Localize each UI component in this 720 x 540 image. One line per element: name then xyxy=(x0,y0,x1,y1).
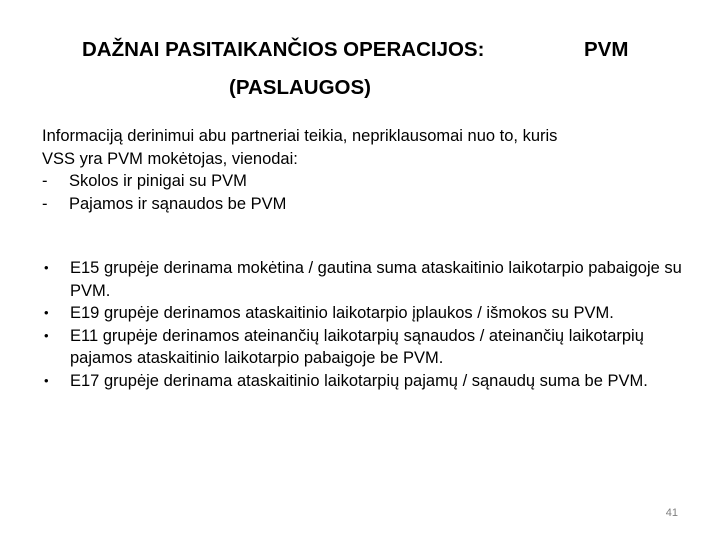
bullet-text: E15 grupėje derinama mokėtina / gautina suma ataskaitinio laikotarpio pabaigoje su PVM. xyxy=(70,259,682,300)
page-number: 41 xyxy=(665,507,678,519)
bullet-mark: • xyxy=(44,305,49,320)
intro-line-2: VSS yra PVM mokėtojas, vienodai: xyxy=(42,149,298,168)
title-pvm: PVM xyxy=(584,38,629,61)
dash-mark: - xyxy=(42,172,48,190)
bullet-mark: • xyxy=(44,327,49,343)
bullet-item-e15 xyxy=(42,257,692,302)
bullet-list xyxy=(42,257,692,392)
dash-mark: - xyxy=(42,194,48,213)
title-line-2: (PASLAUGOS) xyxy=(229,76,371,99)
bullet-item-e11 xyxy=(42,325,692,370)
dash-item-debts xyxy=(42,170,682,193)
bullet-mark: • xyxy=(44,260,49,275)
bullet-text: E11 grupėje derinamos ateinančių laikotarpių sąnaudos / ateinančių laikotarpių pajamos ataskaitinio laikotarpio pabaigoje be PVM. xyxy=(70,326,644,367)
bullet-mark: • xyxy=(44,372,49,388)
title-line-1: DAŽNAI PASITAIKANČIOS OPERACIJOS: xyxy=(82,38,485,61)
dash-item-text: Pajamos ir sąnaudos be PVM xyxy=(69,194,287,213)
intro-block xyxy=(42,125,682,215)
bullet-text: E17 grupėje derinama ataskaitinio laikotarpių pajamų / sąnaudų suma be PVM. xyxy=(70,371,648,390)
bullet-item-e17 xyxy=(42,370,692,393)
dash-item-income xyxy=(42,193,682,216)
bullet-text: E19 grupėje derinamos ataskaitinio laikotarpio įplaukos / išmokos su PVM. xyxy=(70,304,614,322)
bullet-item-e19 xyxy=(42,302,692,325)
dash-item-text: Skolos ir pinigai su PVM xyxy=(69,172,247,190)
slide-title xyxy=(60,36,660,106)
intro-line-1: Informaciją derinimui abu partneriai teikia, nepriklausomai nuo to, kuris xyxy=(42,127,558,145)
